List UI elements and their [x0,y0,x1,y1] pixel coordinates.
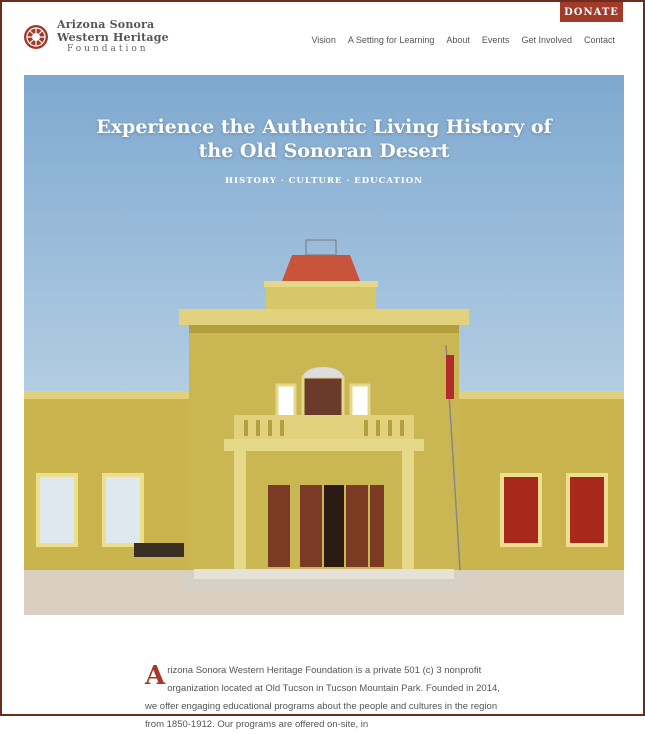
logo-line3: Foundation [67,44,149,54]
hero-title: Experience the Authentic Living History of the Old Sonoran Desert [96,116,552,162]
intro-text: rizona Sonora Western Heritage Foundation is a private 501 (c) 3 nonprofit organization located at Old Tucson in Tucson Mountain Park. Founded in 2014, we offer engaging educational programs about the people and cultures in the region from 1850-1912. Our programs are offered on-site, in [145,664,500,730]
hero-subtitle: HISTORY · CULTURE · EDUCATION [225,176,423,186]
dropcap: A [145,660,166,691]
hero-banner [24,75,624,615]
donate-button[interactable]: DONATE [560,2,623,22]
logo-line1: Arizona Sonora [57,18,155,31]
site-logo[interactable] [23,18,169,55]
intro-paragraph [145,662,505,734]
seal-icon [23,24,49,50]
logo-line2: Western Heritage [57,31,169,44]
nav-vision[interactable]: Vision [311,35,336,45]
main-nav [299,35,615,45]
nav-about[interactable]: About [446,35,470,45]
nav-get-involved[interactable]: Get Involved [521,35,572,45]
nav-events[interactable]: Events [481,35,510,45]
nav-contact[interactable]: Contact [583,35,615,45]
nav-setting-for-learning[interactable]: A Setting for Learning [347,35,435,45]
